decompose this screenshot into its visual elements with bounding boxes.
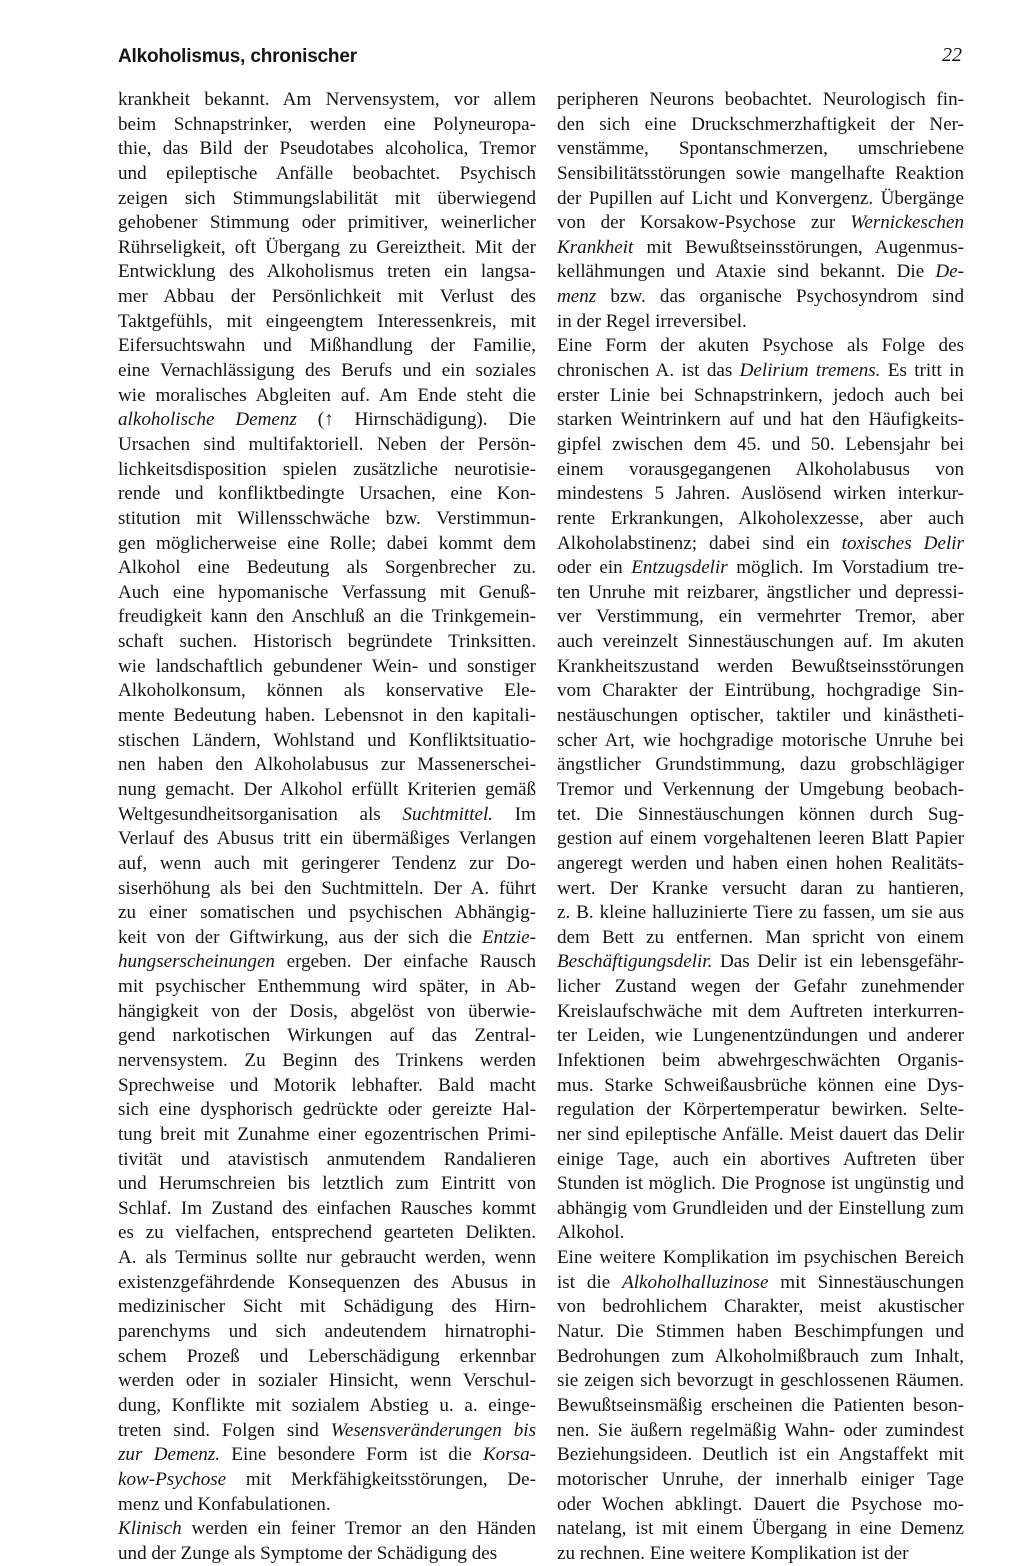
text-line — [118, 729, 536, 754]
text-line — [118, 334, 536, 359]
text-line — [118, 285, 536, 310]
italic-term: toxisches Delir — [841, 532, 964, 554]
text-segment: z. B. kleine halluzinierte Tiere zu fassen, um sie aus — [557, 902, 964, 924]
text-line — [557, 1221, 964, 1246]
text-segment: Alkoholkonsum, können als konservative Ele- — [118, 680, 536, 702]
italic-term: De- — [935, 261, 964, 283]
text-segment: starken Weintrinkern auf und hat den Häufigkeits- — [557, 409, 964, 431]
text-line — [557, 778, 964, 803]
text-segment: nervensystem. Zu Beginn des Trinkens werden — [118, 1049, 536, 1071]
italic-term: Krankheit — [557, 236, 634, 258]
text-segment: beim Schnapstrinker, werden eine Polyneuropa- — [118, 113, 536, 135]
text-segment: Sprechweise und Motorik lebhafter. Bald macht — [118, 1074, 536, 1096]
entry-heading: Alkoholismus, chronischer — [118, 46, 357, 67]
text-line — [557, 679, 964, 704]
text-line — [557, 458, 964, 483]
text-line — [557, 334, 964, 359]
text-line — [557, 1493, 964, 1518]
text-segment: erster Linie bei Schnapstrinkern, jedoch auch bei — [557, 384, 964, 406]
text-line — [118, 507, 536, 532]
text-line — [557, 211, 964, 236]
text-segment: gend narkotischen Wirkungen auf das Zentral- — [118, 1025, 536, 1047]
text-line — [557, 877, 964, 902]
text-line — [118, 1443, 536, 1468]
text-line — [557, 926, 964, 951]
text-segment: es zu vielfachen, entsprechend gearteten Delikten. — [118, 1222, 536, 1244]
text-line — [557, 803, 964, 828]
text-segment: Alkoholabstinenz; dabei sind ein — [557, 532, 842, 554]
text-segment: und epileptische Anfälle beobachtet. Psychisch — [118, 162, 536, 184]
text-line — [118, 1197, 536, 1222]
text-segment: Beziehungsideen. Deutlich ist ein Angstaffekt mit — [557, 1444, 964, 1466]
text-line — [118, 310, 536, 335]
page-number: 22 — [942, 44, 962, 66]
text-segment: siserhöhung als bei den Suchtmitteln. Der A. führt — [118, 877, 536, 899]
text-segment: dem Bett zu entfernen. Man spricht von einem — [557, 926, 964, 948]
text-segment: Natur. Die Stimmen haben Beschimpfungen und — [557, 1321, 964, 1343]
text-line — [118, 1517, 536, 1542]
text-line — [118, 1493, 536, 1518]
text-segment: A. als Terminus sollte nur gebraucht werden, wenn — [118, 1247, 536, 1269]
text-line — [118, 1295, 536, 1320]
text-segment: ergeben. Der einfache Rausch — [274, 951, 536, 973]
text-segment: Schlaf. Im Zustand des einfachen Rausches kommt — [118, 1197, 536, 1219]
text-segment: ter Leiden, wie Lungenentzündungen und anderer — [557, 1025, 964, 1047]
text-line — [557, 260, 964, 285]
text-segment: (↑ Hirnschädigung). Die — [296, 409, 536, 431]
text-segment: schaft suchen. Historisch begründete Trinksitten. — [118, 631, 536, 653]
text-line — [118, 655, 536, 680]
text-segment: Weltgesundheitsorganisation als — [118, 803, 403, 825]
text-line — [557, 852, 964, 877]
text-segment: menz und Konfabulationen. — [118, 1493, 331, 1515]
text-segment: Rührseligkeit, oft Übergang zu Gereiztheit. Mit der — [118, 236, 536, 258]
text-segment: mus. Starke Schweißausbrüche können eine Dys- — [557, 1074, 964, 1096]
text-line — [118, 137, 536, 162]
text-line — [557, 88, 964, 113]
text-line — [557, 1443, 964, 1468]
text-line — [118, 827, 536, 852]
text-segment: werden oder in sozialer Hinsicht, wenn Verschul- — [118, 1370, 536, 1392]
text-segment: mit psychischer Enthemmung wird später, in Ab- — [118, 976, 536, 998]
text-line — [557, 482, 964, 507]
text-line — [118, 433, 536, 458]
text-segment: stischen Ländern, Wohlstand und Konfliktsituatio- — [118, 729, 536, 751]
text-segment: existenzgefährdende Konsequenzen des Abusus in — [118, 1271, 536, 1293]
text-line — [118, 1246, 536, 1271]
text-line — [118, 1542, 536, 1566]
text-segment: gestion auf einem vorgehaltenen leeren Blatt Papier — [557, 828, 964, 850]
text-line — [118, 877, 536, 902]
text-line — [118, 803, 536, 828]
italic-term: kow-Psychose — [118, 1468, 227, 1490]
text-line — [118, 458, 536, 483]
italic-term: Wernickeschen — [850, 212, 964, 234]
text-line — [557, 1197, 964, 1222]
text-line — [557, 137, 964, 162]
text-line — [557, 1123, 964, 1148]
left-text-column — [118, 88, 536, 1566]
text-line — [557, 1320, 964, 1345]
running-header — [118, 44, 962, 74]
text-line — [118, 1394, 536, 1419]
text-segment: Eine besondere Form ist die — [220, 1444, 483, 1466]
text-segment: ner sind epileptische Anfälle. Meist dauert das Delir — [557, 1123, 964, 1145]
text-line — [557, 1369, 964, 1394]
text-segment: sich eine dysphorisch gedrückte oder gereizte Hal- — [118, 1099, 536, 1121]
text-line — [557, 1394, 964, 1419]
text-segment: Eine weitere Komplikation im psychischen Bereich — [557, 1247, 964, 1269]
text-line — [557, 975, 964, 1000]
text-line — [557, 433, 964, 458]
text-segment: wie moralisches Abgleiten auf. Am Ende steht die — [118, 384, 536, 406]
text-line — [118, 1172, 536, 1197]
text-line — [118, 704, 536, 729]
text-line — [557, 1000, 964, 1025]
italic-term: Delirium tremens. — [739, 360, 881, 382]
text-segment: oder ein — [557, 557, 632, 579]
text-segment: Verlauf des Abusus tritt ein übermäßiges Verlangen — [118, 828, 536, 850]
italic-term: Klinisch — [118, 1518, 182, 1540]
text-segment: motorischer Unruhe, der innerhalb einiger Tage — [557, 1468, 964, 1490]
text-line — [557, 1148, 964, 1173]
text-line — [118, 1148, 536, 1173]
text-segment: Eifersuchtswahn und Mißhandlung der Familie, — [118, 335, 536, 357]
text-line — [118, 605, 536, 630]
text-line — [557, 1542, 964, 1566]
text-line — [118, 1074, 536, 1099]
text-segment: Im — [493, 803, 536, 825]
italic-term: Entzie- — [481, 926, 536, 948]
text-line — [118, 1123, 536, 1148]
text-segment: Kreislaufschwäche mit dem Auftreten interkurren- — [557, 1000, 964, 1022]
text-segment: mit Sinnestäuschungen — [768, 1271, 964, 1293]
text-segment: rende und konfliktbedingte Ursachen, eine Kon- — [118, 483, 536, 505]
text-segment: wert. Der Kranke versucht daran zu hantieren, — [557, 877, 964, 899]
italic-term: alkoholische Demenz — [118, 409, 297, 431]
text-line — [118, 852, 536, 877]
text-segment: dung, Konflikte mit sozialem Abstieg u. a. einge- — [118, 1394, 536, 1416]
text-segment: chronischen A. ist das — [557, 360, 740, 382]
text-segment: Bewußtseinsmäßig erscheinen die Patienten beson- — [557, 1394, 964, 1416]
text-segment: Das Delir ist ein lebensgefähr- — [712, 951, 964, 973]
text-line — [557, 1468, 964, 1493]
text-segment: mit Merkfähigkeitsstörungen, De- — [226, 1468, 536, 1490]
text-line — [118, 679, 536, 704]
text-line — [118, 88, 536, 113]
text-line — [557, 704, 964, 729]
text-segment: ver Verstimmung, ein vermehrter Tremor, aber — [557, 606, 964, 628]
text-line — [118, 581, 536, 606]
text-line — [557, 901, 964, 926]
text-line — [118, 1345, 536, 1370]
text-segment: Taktgefühls, mit eingeengtem Interessenkreis, mit — [118, 310, 536, 332]
text-line — [557, 630, 964, 655]
text-line — [118, 1024, 536, 1049]
text-line — [557, 1419, 964, 1444]
text-line — [118, 211, 536, 236]
italic-term: hungserscheinungen — [118, 951, 275, 973]
text-line — [557, 1517, 964, 1542]
text-segment: freudigkeit kann den Anschluß an die Trinkgemein- — [118, 606, 536, 628]
right-text-column — [557, 88, 964, 1566]
text-line — [118, 1468, 536, 1493]
text-segment: tet. Die Sinnestäuschungen können durch Sug- — [557, 803, 964, 825]
text-segment: zu einer somatischen und psychischen Abhängig- — [118, 902, 536, 924]
text-line — [118, 1098, 536, 1123]
text-segment: zeigen sich Stimmungslabilität mit überwiegend — [118, 187, 536, 209]
text-line — [557, 950, 964, 975]
text-segment: von bedrohlichem Charakter, meist akustischer — [557, 1296, 964, 1318]
text-segment: Eine Form der akuten Psychose als Folge des — [557, 335, 964, 357]
text-line — [118, 1320, 536, 1345]
text-line — [557, 1024, 964, 1049]
text-segment: mente Bedeutung haben. Lebensnot in den kapitali- — [118, 705, 536, 727]
italic-term: Beschäftigungsdelir. — [557, 951, 713, 973]
text-segment: oder Wochen abklingt. Dauert die Psychose mo- — [557, 1493, 964, 1515]
text-segment: Infektionen beim abwehrgeschwächten Organis- — [557, 1049, 964, 1071]
italic-term: menz — [557, 286, 597, 308]
text-line — [118, 187, 536, 212]
text-segment: scher Art, wie hochgradige motorische Unruhe bei — [557, 729, 964, 751]
text-segment: tivität und atavistisch anmutendem Randalieren — [118, 1148, 536, 1170]
text-line — [557, 827, 964, 852]
text-line — [118, 532, 536, 557]
text-line — [557, 113, 964, 138]
text-line — [557, 1049, 964, 1074]
text-line — [118, 113, 536, 138]
text-segment: ten Unruhe mit reizbarer, ängstlicher und depressi- — [557, 581, 964, 603]
text-segment: Alkohol. — [557, 1222, 625, 1244]
text-line — [557, 507, 964, 532]
text-line — [118, 778, 536, 803]
text-segment: wie landschaftlich gebundener Wein- und sonstiger — [118, 655, 536, 677]
text-segment: angeregt werden und haben einen hohen Realitäts- — [557, 852, 964, 874]
text-line — [557, 753, 964, 778]
text-line — [557, 581, 964, 606]
text-line — [557, 187, 964, 212]
text-segment: nestäuschungen optischer, taktiler und kinästheti- — [557, 705, 964, 727]
text-line — [118, 260, 536, 285]
text-segment: Stunden ist möglich. Die Prognose ist ungünstig und — [557, 1173, 964, 1195]
italic-term: Suchtmittel. — [402, 803, 494, 825]
text-segment: gipfel zwischen dem 45. und 50. Lebensjahr bei — [557, 433, 964, 455]
text-segment: nen haben den Alkoholabusus zur Massenerschei- — [118, 754, 536, 776]
text-line — [557, 1271, 964, 1296]
text-segment: krankheit bekannt. Am Nervensystem, vor allem — [118, 89, 536, 110]
text-segment: Bedrohungen zum Alkoholmißbrauch zum Inhalt, — [557, 1345, 964, 1367]
text-line — [557, 162, 964, 187]
text-line — [557, 384, 964, 409]
text-line — [118, 1049, 536, 1074]
text-segment: thie, das Bild der Pseudotabes alcoholica, Tremor — [118, 138, 536, 160]
text-segment: von der Korsakow-Psychose zur — [557, 212, 851, 234]
text-line — [557, 655, 964, 680]
text-line — [557, 285, 964, 310]
text-segment: stitution mit Willensschwäche bzw. Verstimmun- — [118, 507, 536, 529]
text-segment: regulation der Körpertemperatur bewirken. Selte- — [557, 1099, 964, 1121]
text-line — [118, 1271, 536, 1296]
text-segment: und Herumschreien bis letztlich zum Eintritt von — [118, 1173, 536, 1195]
text-line — [118, 359, 536, 384]
text-segment: ist die — [557, 1271, 623, 1293]
text-segment: hängigkeit von der Dosis, abgelöst von überwie- — [118, 1000, 536, 1022]
text-line — [118, 630, 536, 655]
text-segment: bzw. das organische Psychosyndrom sind — [596, 286, 964, 308]
italic-term: zur Demenz. — [118, 1444, 220, 1466]
text-segment: licher Zustand wegen der Gefahr zunehmender — [557, 976, 964, 998]
text-line — [118, 162, 536, 187]
text-line — [118, 236, 536, 261]
text-segment: vom Charakter der Eintrübung, hochgradige Sin- — [557, 680, 964, 702]
text-segment: mindestens 5 Jahren. Auslösend wirken interkur- — [557, 483, 964, 505]
text-segment: und der Zunge als Symptome der Schädigung des — [118, 1542, 498, 1564]
italic-term: Wesensveränderungen bis — [330, 1419, 536, 1441]
text-segment: tung breit mit Zunahme einer egozentrischen Primi- — [118, 1123, 536, 1145]
text-line — [118, 384, 536, 409]
text-line — [557, 1172, 964, 1197]
text-segment: zu rechnen. Eine weitere Komplikation ist der — [557, 1542, 909, 1564]
text-line — [557, 532, 964, 557]
text-line — [118, 556, 536, 581]
text-segment: medizinischer Sicht mit Schädigung des Hirn- — [118, 1296, 536, 1318]
text-line — [118, 408, 536, 433]
text-segment: Entwicklung des Alkoholismus treten ein langsa- — [118, 261, 536, 283]
text-segment: natelang, ist mit einem Übergang in eine Demenz — [557, 1518, 964, 1540]
italic-term: Korsa- — [482, 1444, 536, 1466]
text-segment: Ursachen sind multifaktoriell. Neben der Persön- — [118, 433, 536, 455]
text-segment: mit Bewußtseinsstörungen, Augenmus- — [633, 236, 964, 258]
text-line — [557, 1295, 964, 1320]
text-segment: kellähmungen und Ataxie sind bekannt. Die — [557, 261, 936, 283]
text-segment: gen möglicherweise eine Rolle; dabei kommt dem — [118, 532, 536, 554]
text-segment: einige Tage, auch ein abortives Auftreten über — [557, 1148, 964, 1170]
text-line — [118, 1000, 536, 1025]
text-segment: Krankheitszustand werden Bewußtseinsstörungen — [557, 655, 964, 677]
text-line — [118, 1419, 536, 1444]
text-segment: nung gemacht. Der Alkohol erfüllt Kriterien gemäß — [118, 778, 536, 800]
text-segment: auch vereinzelt Sinnestäuschungen auf. Im akuten — [557, 631, 964, 653]
text-segment: rente Erkrankungen, Alkoholexzesse, aber auch — [557, 507, 964, 529]
text-segment: parenchyms und sich andeutendem hirnatrophi- — [118, 1321, 536, 1343]
text-segment: Auch eine hypomanische Verfassung mit Genuß- — [118, 581, 536, 603]
text-segment: peripheren Neurons beobachtet. Neurologisch fin- — [557, 89, 964, 110]
text-line — [557, 359, 964, 384]
italic-term: Entzugsdelir — [631, 557, 728, 579]
text-segment: venstämme, Spontanschmerzen, umschriebene — [557, 138, 964, 160]
text-line — [557, 1098, 964, 1123]
text-line — [118, 901, 536, 926]
text-segment: mer Abbau der Persönlichkeit mit Verlust des — [118, 286, 536, 308]
text-segment: der Pupillen auf Licht und Konvergenz. Übergänge — [557, 187, 964, 209]
text-line — [118, 1221, 536, 1246]
text-segment: einem vorausgegangenen Alkoholabusus von — [557, 458, 964, 480]
text-segment: sie zeigen sich bevorzugt in geschlossenen Räumen. — [557, 1370, 964, 1392]
text-segment: abhängig vom Grundleiden und der Einstellung zum — [557, 1197, 964, 1219]
text-line — [557, 556, 964, 581]
text-line — [118, 950, 536, 975]
text-segment: möglich. Im Vorstadium tre- — [727, 557, 964, 579]
text-line — [118, 1369, 536, 1394]
text-line — [118, 926, 536, 951]
text-line — [557, 408, 964, 433]
text-segment: Tremor und Verkennung der Umgebung beobach- — [557, 778, 964, 800]
text-segment: Sensibilitätsstörungen sowie mangelhafte Reaktion — [557, 162, 964, 184]
text-segment: ängstlicher Grundstimmung, dazu grobschlägiger — [557, 754, 964, 776]
text-line — [557, 1074, 964, 1099]
text-line — [118, 482, 536, 507]
text-segment: in der Regel irreversibel. — [557, 310, 747, 332]
text-line — [557, 310, 964, 335]
italic-term: Alkoholhalluzinose — [622, 1271, 769, 1293]
text-segment: den sich eine Druckschmerzhaftigkeit der Ner- — [557, 113, 964, 135]
text-segment: Es tritt in — [880, 360, 964, 382]
text-segment: werden ein feiner Tremor an den Händen — [181, 1518, 536, 1540]
text-line — [557, 729, 964, 754]
text-segment: nen. Sie äußern regelmäßig Wahn- oder zumindest — [557, 1419, 964, 1441]
text-segment: gehobener Stimmung oder primitiver, weinerlicher — [118, 212, 536, 234]
text-line — [118, 753, 536, 778]
text-line — [557, 605, 964, 630]
text-line — [118, 975, 536, 1000]
text-segment: lichkeitsdisposition spielen zusätzliche neurotisie- — [118, 458, 536, 480]
text-segment: schem Prozeß und Leberschädigung erkennbar — [118, 1345, 536, 1367]
text-line — [557, 1345, 964, 1370]
text-segment: treten sind. Folgen sind — [118, 1419, 331, 1441]
text-line — [557, 236, 964, 261]
text-segment: Alkohol eine Bedeutung als Sorgenbrecher zu. — [118, 557, 536, 579]
text-segment: eine Vernachlässigung des Berufs und ein soziales — [118, 360, 536, 382]
text-segment: auf, wenn auch mit geringerer Tendenz zur Do- — [118, 852, 536, 874]
text-line — [557, 1246, 964, 1271]
text-segment: keit von der Giftwirkung, aus der sich die — [118, 926, 482, 948]
